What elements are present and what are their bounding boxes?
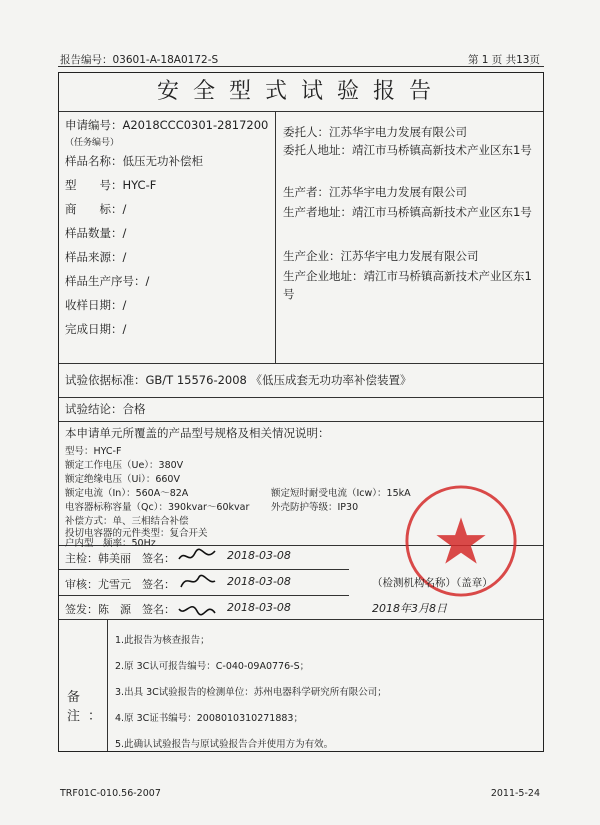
note-item: 5.此确认试验报告与原试验报告合并使用方为有效。 [115, 739, 334, 750]
client-value: 江苏华宇电力发展有限公司 [329, 125, 467, 139]
notes-label: 备注： [67, 690, 110, 724]
spec-model: 型号：HYC-F [65, 446, 122, 457]
inspector-row [59, 545, 349, 569]
issuer-row [59, 597, 349, 619]
client-address-label: 委托人地址： [283, 143, 352, 157]
note-item: 2.原 3C认可报告编号：C-040-09A0776-S； [115, 661, 310, 672]
inspector-label: 主检：韩美丽 签名： [65, 552, 175, 565]
client-address-value: 靖江市马桥镇高新技术产业区东1号 [352, 143, 532, 157]
maker-address [283, 203, 533, 221]
spec-ip: 外壳防护等级：IP30 [271, 502, 359, 513]
spec-switch: 投切电容器的元件类型：复合开关 [65, 528, 208, 539]
maker-value: 江苏华宇电力发展有限公司 [329, 185, 467, 199]
issuer-date: 2018-03-08 [227, 601, 291, 614]
factory-address-label: 生产企业地址： [283, 269, 364, 283]
completed-date: 完成日期：/ [65, 322, 127, 336]
maker-label: 生产者： [283, 185, 329, 199]
form-number: TRF01C-010.56-2007 [60, 788, 161, 799]
report-form [58, 72, 544, 752]
form-date: 2011-5-24 [490, 788, 540, 799]
sample-serial: 样品生产序号：/ [65, 274, 150, 288]
header-divider [58, 66, 544, 67]
reviewer-row [59, 571, 349, 595]
client [283, 123, 467, 141]
inspector-signature-icon [177, 545, 217, 567]
test-conclusion: 试验结论：合格 [59, 397, 543, 422]
sample-quantity: 样品数量：/ [65, 226, 127, 240]
sample-name: 样品名称：低压无功补偿柜 [65, 154, 203, 168]
brand: 商 标：/ [65, 202, 127, 216]
note-item: 4.原 3C证书编号：2008010310271883； [115, 713, 303, 724]
spec-ui: 额定绝缘电压（Ui）：660V [65, 474, 180, 485]
stamp-caption: （检测机构名称）（盖章） [372, 577, 493, 589]
inspector-date: 2018-03-08 [227, 549, 291, 562]
model: 型 号：HYC-F [65, 178, 157, 192]
task-number: （任务编号） [65, 138, 120, 148]
issuer-signature-icon [177, 597, 217, 619]
apply-number: 申请编号：A2018CCC0301-2817200 [65, 118, 269, 132]
factory-value: 江苏华宇电力发展有限公司 [340, 249, 479, 263]
spec-in: 额定电流（In）：560A～82A [65, 488, 189, 499]
reviewer-label: 审核：尤雪元 签名： [65, 578, 175, 591]
page-info: 第 1 页 共13页 [467, 54, 540, 66]
test-standard: 试验依据标准：GB/T 15576-2008 《低压成套无功功率补偿装置》 [59, 363, 543, 398]
application-section [59, 111, 543, 364]
maker-address-value: 靖江市马桥镇高新技术产业区东1号 [352, 205, 532, 219]
factory-address [283, 267, 533, 303]
report-number: 报告编号：03601-A-18A0172-S [60, 54, 219, 66]
reviewer-date: 2018-03-08 [227, 575, 291, 588]
client-address [283, 141, 533, 159]
sample-info-column [59, 111, 276, 363]
report-title: 安全型式试验报告 [59, 73, 543, 112]
spec-icw: 额定短时耐受电流（Icw）：15kA [271, 488, 411, 499]
issuer-label: 签发：陈 源 签名： [65, 603, 175, 616]
spec-mode: 补偿方式：单、三相结合补偿 [65, 516, 189, 527]
row-divider [59, 595, 349, 596]
row-divider [59, 569, 349, 570]
maker-address-label: 生产者地址： [283, 205, 352, 219]
factory-address-value: 靖江市马桥镇高新技术产业区东1号 [283, 269, 532, 301]
client-label: 委托人： [283, 125, 329, 139]
received-date: 收样日期：/ [65, 298, 127, 312]
maker [283, 183, 467, 201]
spec-ue: 额定工作电压（Ue）：380V [65, 460, 184, 471]
notes-section [59, 619, 543, 751]
spec-qc: 电容器标称容量（Qc）：390kvar～60kvar [65, 502, 250, 513]
factory-label: 生产企业： [283, 249, 341, 263]
sample-source: 样品来源：/ [65, 250, 127, 264]
stamp-date: 2018年3月8日 [372, 602, 447, 615]
reviewer-signature-icon [177, 571, 217, 593]
note-item: 1.此报告为核查报告； [115, 635, 210, 646]
factory [283, 247, 479, 265]
spec-freq: 户内型 频率：50Hz [65, 538, 156, 549]
note-item: 3.出具 3C试验报告的检测单位：苏州电器科学研究所有限公司； [115, 687, 387, 698]
notes-label-column [59, 620, 108, 751]
spec-heading: 本申请单元所覆盖的产品型号规格及相关情况说明： [65, 426, 330, 440]
